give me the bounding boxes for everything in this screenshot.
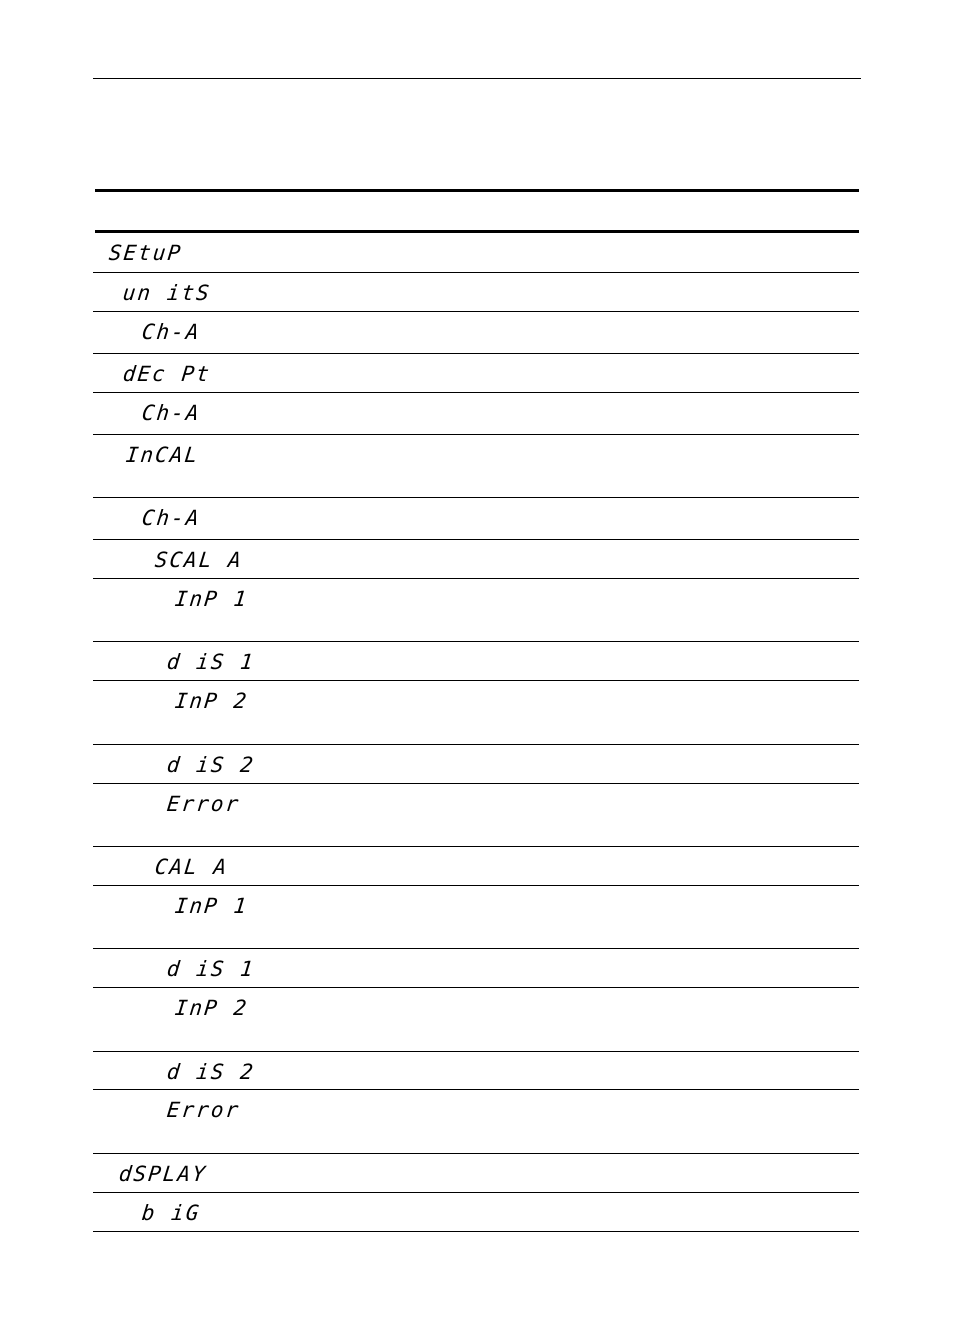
lcd-code: b iG (140, 1201, 202, 1225)
table-bottom-rule (93, 1231, 859, 1232)
table-row (93, 681, 859, 744)
lcd-code: InP 2 (173, 689, 250, 713)
lcd-code: d iS 2 (165, 1060, 257, 1084)
table-row (93, 233, 859, 272)
lcd-code: dSPLAY (117, 1162, 209, 1186)
table-row (93, 273, 859, 311)
table-row (93, 393, 859, 434)
lcd-code: InCAL (124, 443, 201, 467)
lcd-code: SCAL A (153, 548, 245, 572)
table-row (93, 886, 859, 948)
lcd-code: InP 2 (173, 996, 250, 1020)
table-row (93, 498, 859, 539)
lcd-code: CAL A (153, 855, 230, 879)
lcd-code: Ch-A (140, 320, 202, 344)
lcd-code: d iS 1 (165, 957, 257, 981)
table-header-row (95, 192, 859, 230)
lcd-code: Ch-A (140, 506, 202, 530)
lcd-code: d iS 1 (165, 650, 257, 674)
table-row (93, 354, 859, 392)
lcd-code: Error (165, 792, 242, 816)
table-row (93, 312, 859, 353)
lcd-code: SEtuP (107, 241, 184, 265)
table-row (93, 642, 859, 680)
table-row (93, 784, 859, 846)
table-row (93, 745, 859, 783)
table-row (93, 579, 859, 641)
lcd-code: un itS (121, 281, 213, 305)
lcd-code: d iS 2 (165, 753, 257, 777)
lcd-code: InP 1 (173, 587, 250, 611)
table-row (93, 1154, 859, 1192)
table-row (93, 540, 859, 578)
lcd-code: Ch-A (140, 401, 202, 425)
table-row (93, 1052, 859, 1089)
lcd-code: Error (165, 1098, 242, 1122)
lcd-code: dEc Pt (121, 362, 213, 386)
table-row (93, 988, 859, 1051)
lcd-code: InP 1 (173, 894, 250, 918)
table-row (93, 847, 859, 885)
page-header-rule (93, 78, 861, 79)
table-row (93, 949, 859, 987)
table-row (93, 435, 859, 497)
table-row (93, 1090, 859, 1153)
table-row (93, 1193, 859, 1231)
